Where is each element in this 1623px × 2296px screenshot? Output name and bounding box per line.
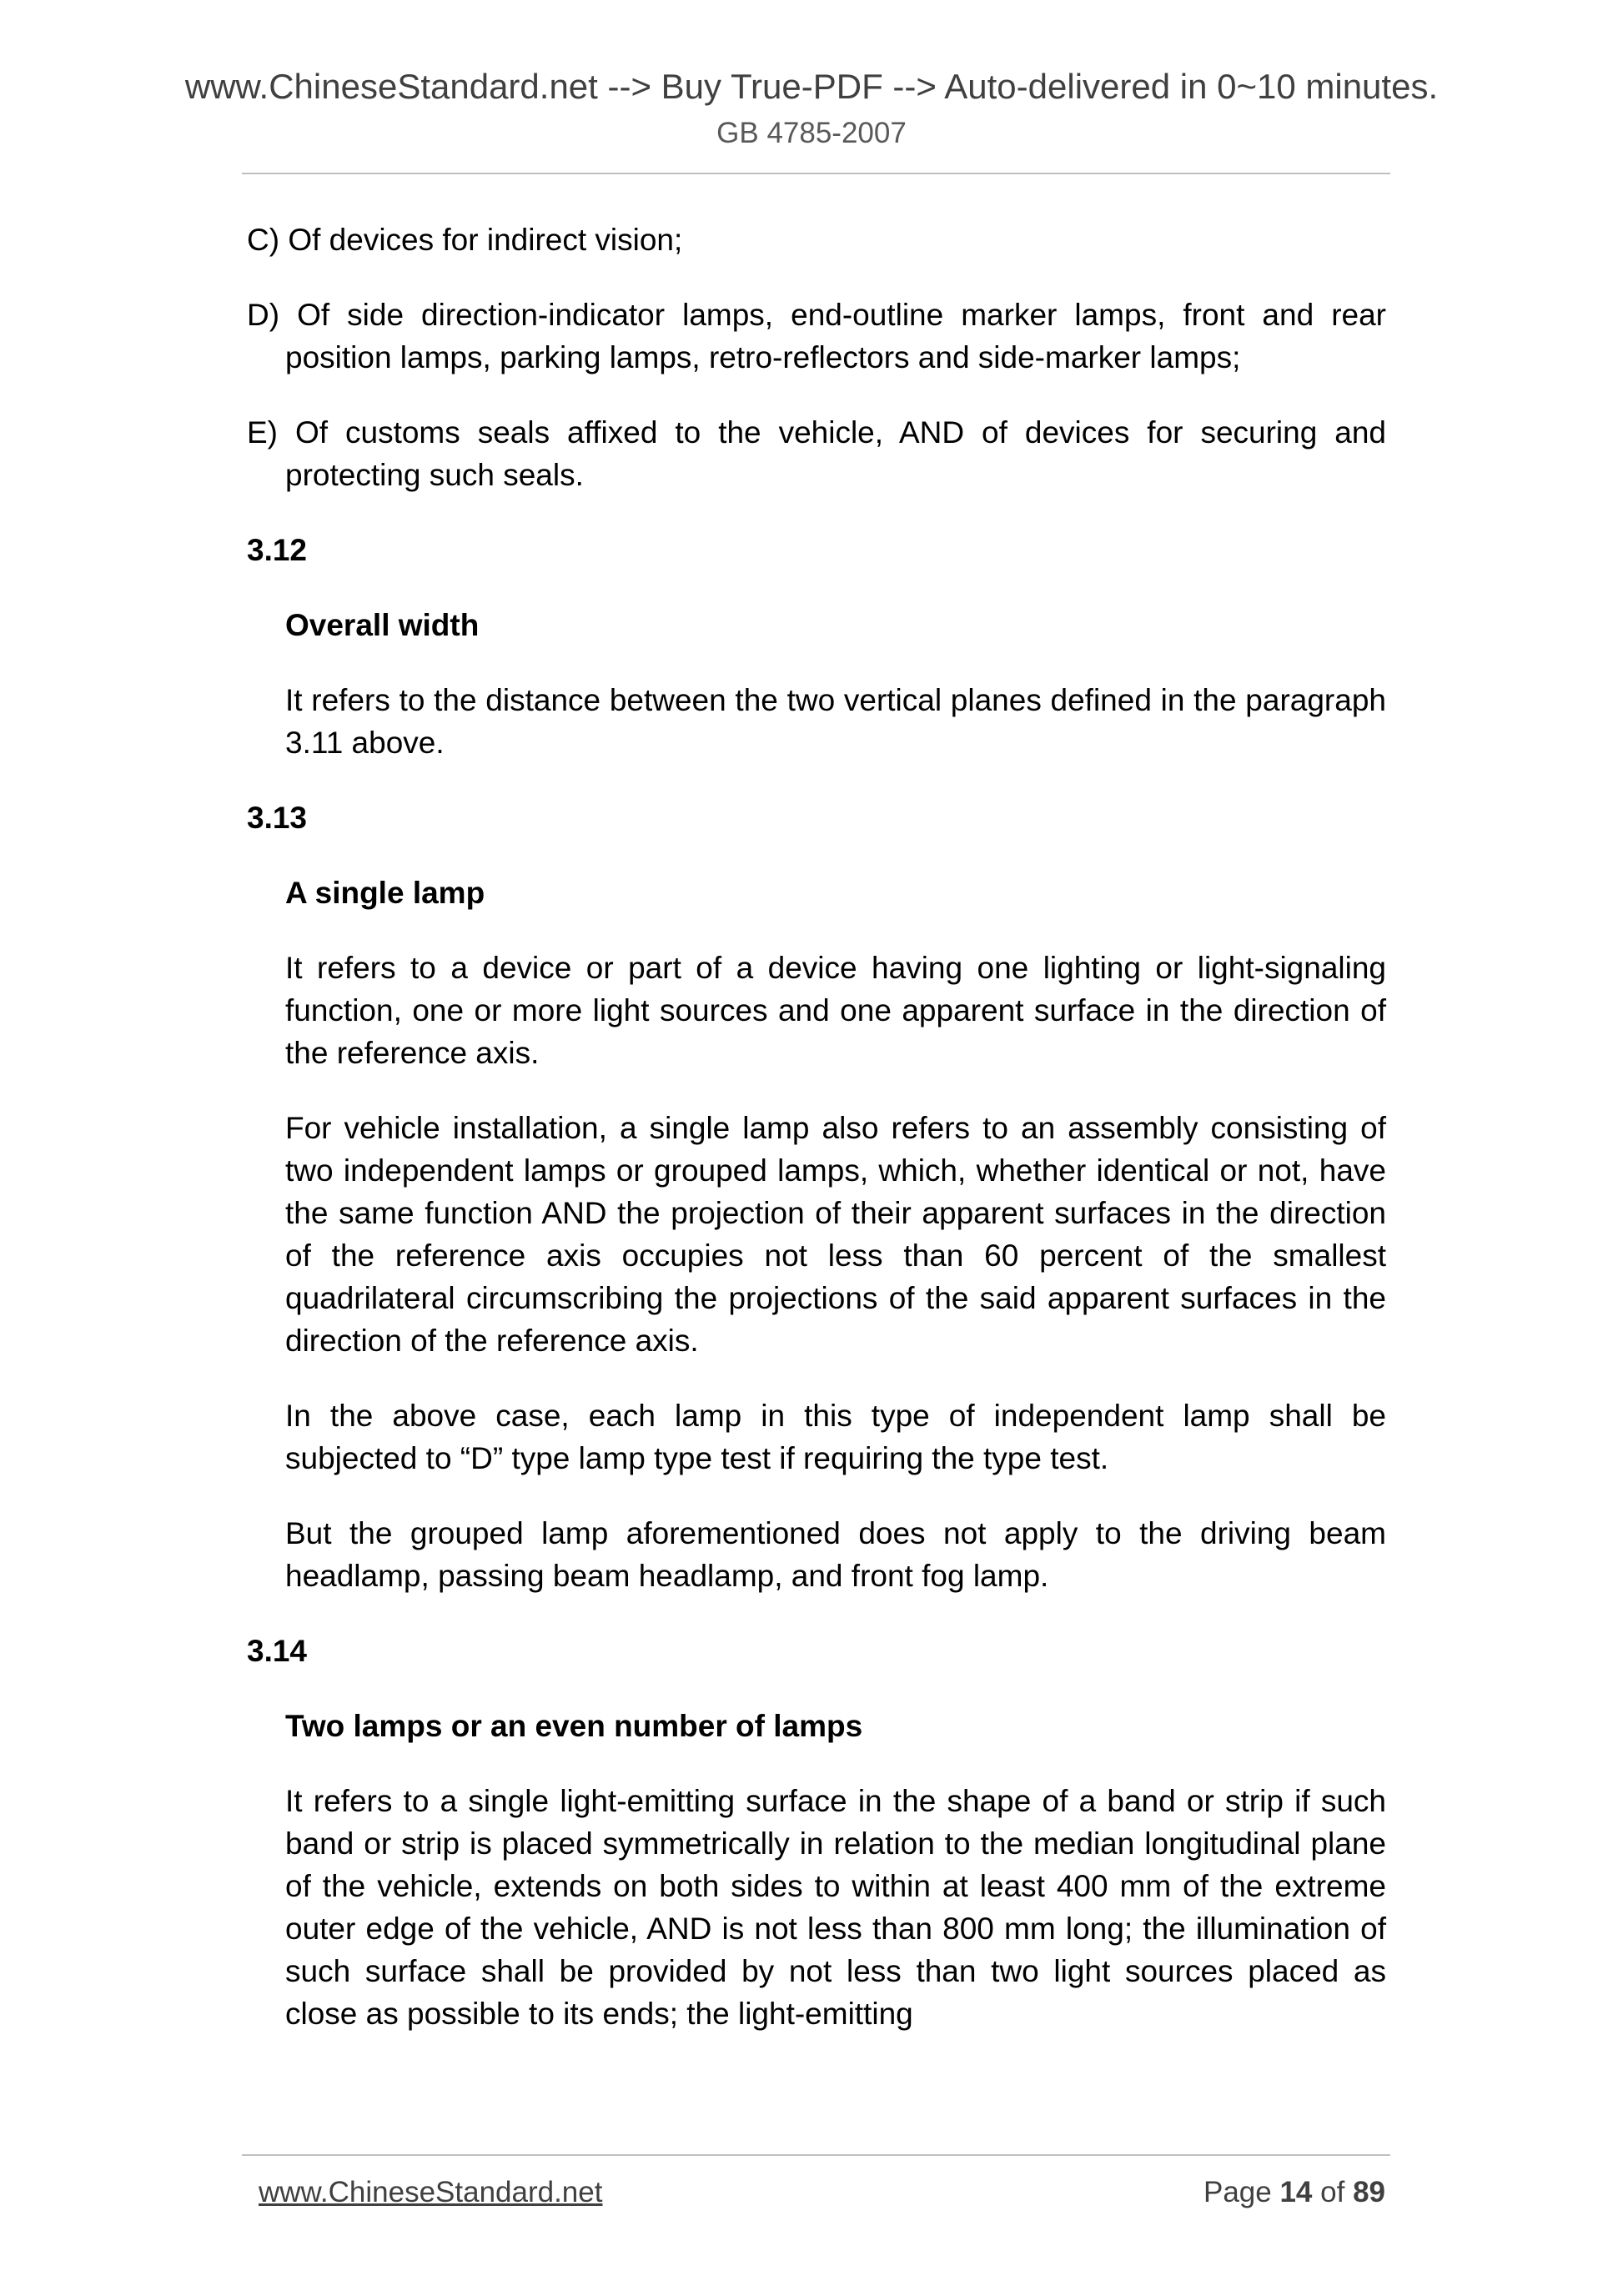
page-indicator xyxy=(1203,2174,1385,2211)
term-title-two-lamps: Two lamps or an even number of lamps xyxy=(285,1709,863,1743)
header-divider xyxy=(242,173,1390,174)
page-of: of xyxy=(1320,2176,1345,2208)
page-total: 89 xyxy=(1353,2176,1385,2208)
footer-site-link[interactable]: www.ChineseStandard.net xyxy=(259,2176,603,2208)
footer-divider xyxy=(242,2154,1390,2156)
header-banner[interactable]: www.ChineseStandard.net --> Buy True-PDF --> Auto-delivered in 0~10 minutes. xyxy=(184,67,1439,106)
section-number-3-13: 3.13 xyxy=(247,801,308,835)
definition-paragraph: For vehicle installation, a single lamp also refers to an assembly consisting of two independent lamps or grouped lamps, which, whether identical or not, have the same function AND the projection of their apparent surfaces in the direction of the reference axis occupies not less than 60 percent of the smallest quadrilateral circumscribing the projections of the said apparent surfaces in the direction of the reference axis. xyxy=(285,1111,1386,1358)
definition-paragraph: It refers to a single light-emitting surface in the shape of a band or strip if such band or strip is placed symmetrically in relation to the median longitudinal plane of the vehicle, extends on both sides to within at least 400 mm of the extreme outer edge of the vehicle, AND is not less than 800 mm long; the illumination of such surface shall be provided by not less than two light sources placed as close as possible to its ends; the light-emitting xyxy=(285,1784,1386,2031)
term-title-single-lamp: A single lamp xyxy=(285,876,485,910)
list-item-e: E) Of customs seals affixed to the vehicle, AND of devices for securing and protecting such seals. xyxy=(247,415,1386,492)
definition-paragraph: But the grouped lamp aforementioned does not apply to the driving beam headlamp, passing beam headlamp, and front fog lamp. xyxy=(285,1516,1386,1593)
document-code: GB 4785-2007 xyxy=(716,117,907,149)
page-prefix: Page xyxy=(1203,2176,1272,2208)
list-item-c: C) Of devices for indirect vision; xyxy=(247,223,683,257)
document-body xyxy=(247,219,1386,2035)
list-item-d: D) Of side direction-indicator lamps, end-outline marker lamps, front and rear position lamps, parking lamps, retro-reflectors and side-marker lamps; xyxy=(247,298,1386,374)
page-current: 14 xyxy=(1279,2176,1313,2208)
section-number-3-14: 3.14 xyxy=(247,1634,308,1668)
definition-paragraph: It refers to a device or part of a device having one lighting or light-signaling function, one or more light sources and one apparent surface in the direction of the reference axis. xyxy=(285,951,1386,1070)
definition-paragraph: It refers to the distance between the two vertical planes defined in the paragraph 3.11 above. xyxy=(285,683,1386,760)
term-title-overall-width: Overall width xyxy=(285,608,480,642)
definition-paragraph: In the above case, each lamp in this type of independent lamp shall be subjected to “D” type lamp type test if requiring the type test. xyxy=(285,1399,1386,1475)
section-number-3-12: 3.12 xyxy=(247,533,308,567)
